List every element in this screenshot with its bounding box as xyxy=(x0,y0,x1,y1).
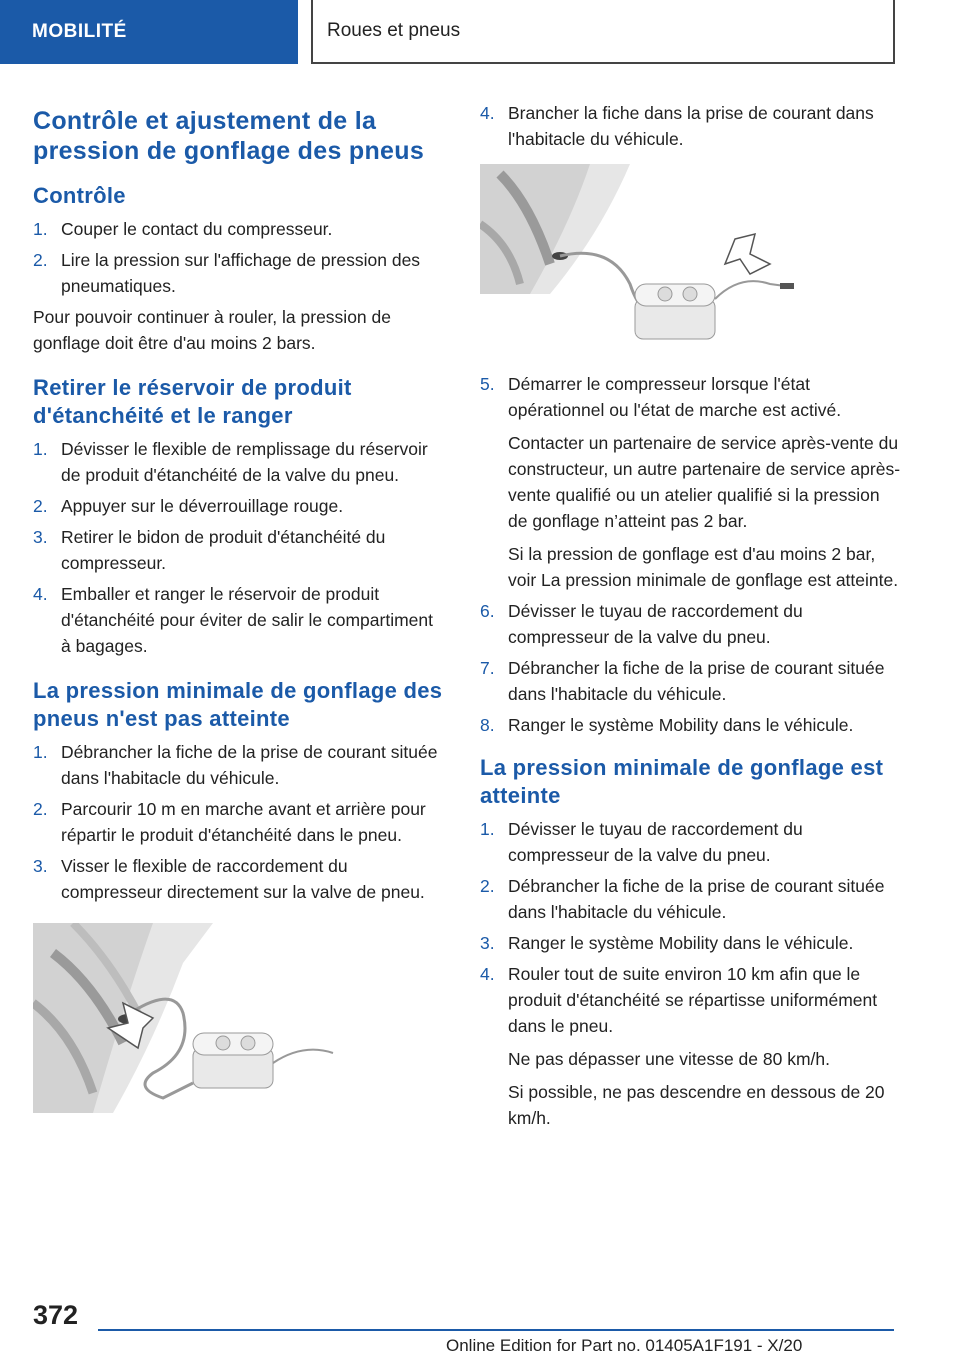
step-text: Lire la pression sur l'affichage de pression des pneumatiques. xyxy=(61,250,421,296)
step-text: Dévisser le tuyau de raccordement du compresseur de la valve du pneu. xyxy=(508,601,803,647)
step-text: Dévisser le tuyau de raccordement du compresseur de la valve du pneu. xyxy=(508,819,803,865)
section-retirer-reservoir xyxy=(33,374,443,659)
step-number: 6. xyxy=(480,601,495,621)
note-paragraph: Pour pouvoir continuer à rouler, la pression de gonflage doit être d'au moins 2 bars. xyxy=(33,307,391,353)
section-pression-non-atteinte xyxy=(33,677,443,905)
step-list xyxy=(33,216,443,299)
list-item xyxy=(480,100,900,152)
left-column xyxy=(33,100,443,1130)
step-number: 1. xyxy=(33,742,48,762)
compressor-plug-illustration-svg xyxy=(480,164,800,354)
step-text: Débrancher la fiche de la prise de courant située dans l'habitacle du véhicule. xyxy=(508,876,885,922)
step-subparagraph: Contacter un partenaire de service après-vente du constructeur, un autre partenaire de service après-vente qualifié ou un atelier qualifié si la pression de gonflage n’atteint pas 2 bar. xyxy=(508,433,901,531)
step-number: 1. xyxy=(33,219,48,239)
step-text: Débrancher la fiche de la prise de courant située dans l'habitacle du véhicule. xyxy=(61,742,438,788)
step-list xyxy=(480,816,900,1131)
section-title: La pression minimale de gonflage des pneus n'est pas atteinte xyxy=(33,678,443,731)
list-item xyxy=(33,216,443,242)
compressor-valve-illustration xyxy=(33,923,443,1118)
compressor-valve-illustration-svg xyxy=(33,923,353,1113)
list-item xyxy=(480,961,900,1131)
step-number: 7. xyxy=(480,658,495,678)
list-item xyxy=(480,816,900,868)
step-text: Rouler tout de suite environ 10 km afin que le produit d'étanchéité se répartisse uniformément dans le pneu. xyxy=(508,964,878,1036)
step-number: 2. xyxy=(33,496,48,516)
step-text: Ranger le système Mobility dans le véhicule. xyxy=(508,715,854,735)
step-text: Dévisser le flexible de remplissage du réservoir de produit d'étanchéité de la valve du pneu. xyxy=(61,439,428,485)
list-item xyxy=(33,436,443,488)
step-list xyxy=(480,371,900,738)
step-number: 3. xyxy=(480,933,495,953)
step-list xyxy=(480,100,900,152)
step-list xyxy=(33,739,443,905)
step-text: Débrancher la fiche de la prise de courant située dans l'habitacle du véhicule. xyxy=(508,658,885,704)
section-pression-atteinte xyxy=(480,754,900,1131)
step-number: 2. xyxy=(33,250,48,270)
section-title: La pression minimale de gonflage est atteinte xyxy=(480,755,884,808)
list-item xyxy=(33,524,443,576)
step-subparagraph: Si possible, ne pas descendre en dessous de 20 km/h. xyxy=(508,1082,885,1128)
right-column xyxy=(480,100,900,1149)
step-text: Parcourir 10 m en marche avant et arrière pour répartir le produit d'étanchéité dans le pneu. xyxy=(61,799,426,845)
step-number: 1. xyxy=(480,819,495,839)
page-title: Contrôle et ajustement de la pression de gonflage des pneus xyxy=(33,107,425,165)
step-number: 2. xyxy=(33,799,48,819)
list-item xyxy=(480,873,900,925)
list-item xyxy=(33,247,443,299)
page-number: 372 xyxy=(33,1300,79,1330)
list-item xyxy=(480,371,900,593)
step-number: 5. xyxy=(480,374,495,394)
step-number: 4. xyxy=(480,103,495,123)
list-item xyxy=(480,655,900,707)
list-item xyxy=(33,493,443,519)
list-item xyxy=(33,739,443,791)
step-subparagraph: Ne pas dépasser une vitesse de 80 km/h. xyxy=(508,1049,830,1069)
step-number: 4. xyxy=(480,964,495,984)
breadcrumb: Roues et pneus xyxy=(311,0,895,64)
step-number: 2. xyxy=(480,876,495,896)
step-number: 3. xyxy=(33,856,48,876)
step-text: Brancher la fiche dans la prise de courant dans l'habitacle du véhicule. xyxy=(508,103,874,149)
step-text: Démarrer le compresseur lorsque l'état opérationnel ou l'état de marche est activé. xyxy=(508,374,842,420)
step-text: Appuyer sur le déverrouillage rouge. xyxy=(61,496,344,516)
step-text: Ranger le système Mobility dans le véhicule. xyxy=(508,933,854,953)
step-text: Retirer le bidon de produit d'étanchéité du compresseur. xyxy=(61,527,386,573)
list-item xyxy=(33,796,443,848)
list-item xyxy=(480,930,900,956)
compressor-plug-illustration xyxy=(480,164,900,359)
list-item xyxy=(33,853,443,905)
section-controle xyxy=(33,182,443,356)
list-item xyxy=(33,581,443,659)
chapter-tab: MOBILITÉ xyxy=(0,0,298,64)
list-item xyxy=(480,598,900,650)
edition-footer: Online Edition for Part no. 01405A1F191 - X/20 xyxy=(446,1336,803,1355)
step-list xyxy=(33,436,443,659)
footer-divider xyxy=(98,1329,894,1331)
list-item xyxy=(480,712,900,738)
step-number: 1. xyxy=(33,439,48,459)
step-text: Emballer et ranger le réservoir de produit d'étanchéité pour éviter de salir le compartiment à bagages. xyxy=(61,584,434,656)
step-number: 8. xyxy=(480,715,495,735)
step-text: Visser le flexible de raccordement du compresseur directement sur la valve de pneu. xyxy=(61,856,425,902)
step-subparagraph: Si la pression de gonflage est d'au moins 2 bar, voir La pression minimale de gonflage est atteinte. xyxy=(508,544,899,590)
step-text: Couper le contact du compresseur. xyxy=(61,219,333,239)
step-number: 4. xyxy=(33,584,48,604)
step-number: 3. xyxy=(33,527,48,547)
section-title: Contrôle xyxy=(33,183,126,208)
section-title: Retirer le réservoir de produit d'étanchéité et le ranger xyxy=(33,375,352,428)
